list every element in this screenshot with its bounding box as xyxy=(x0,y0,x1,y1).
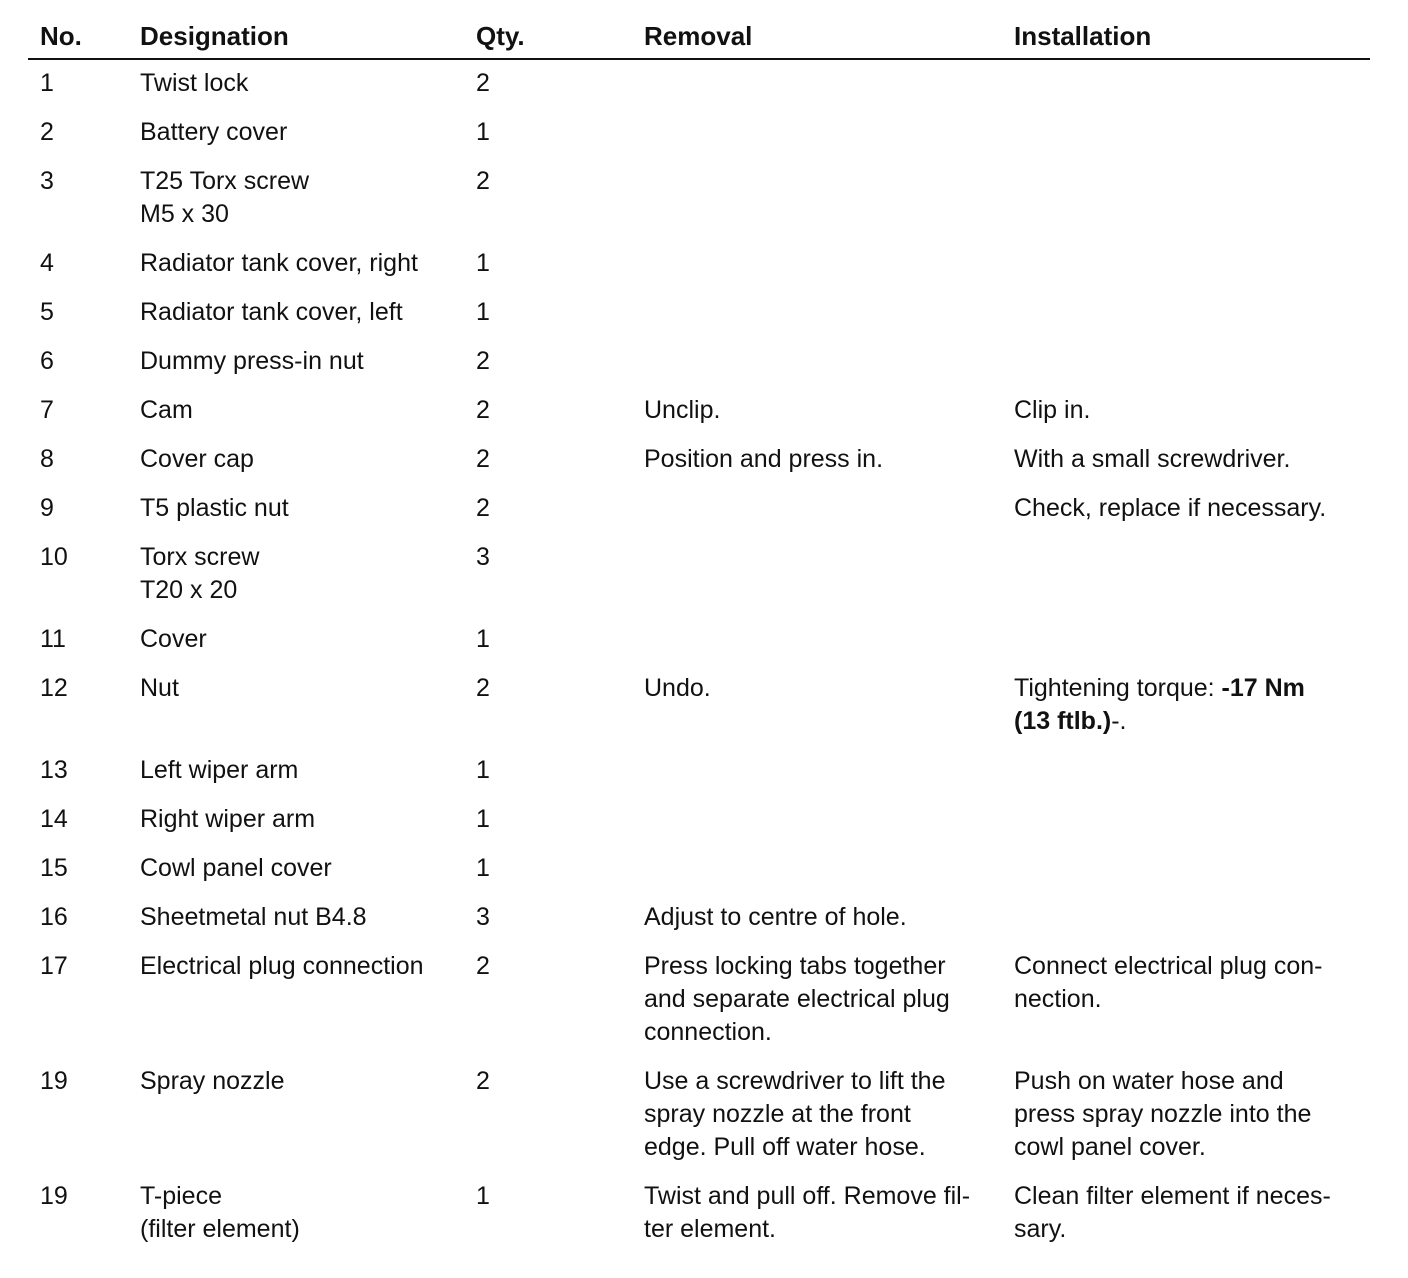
cell-qty: 1 xyxy=(476,805,490,833)
cell-qty: 1 xyxy=(476,249,490,277)
cell-designation: Cam xyxy=(140,396,193,424)
cell-no: 1 xyxy=(40,69,54,97)
table-row xyxy=(28,616,1370,665)
cell-installation: Connect electrical plug con- nection. xyxy=(1014,952,1323,1013)
cell-designation: Battery cover xyxy=(140,118,288,146)
cell-installation: Clean filter element if neces- sary. xyxy=(1014,1182,1331,1243)
header-designation: Designation xyxy=(140,20,289,51)
table-row xyxy=(28,665,1370,747)
cell-no: 12 xyxy=(40,674,68,702)
cell-removal: Twist and pull off. Remove fil- ter element. xyxy=(644,1182,971,1243)
cell-qty: 2 xyxy=(476,167,490,195)
table-row xyxy=(28,943,1370,1058)
cell-installation: Push on water hose and press spray nozzle into the cowl panel cover. xyxy=(1014,1067,1312,1161)
cell-no: 6 xyxy=(40,347,54,375)
table-row xyxy=(28,158,1370,240)
cell-qty: 2 xyxy=(476,396,490,424)
header-removal: Removal xyxy=(644,20,753,51)
table-row xyxy=(28,109,1370,158)
cell-designation: T-piece (filter element) xyxy=(140,1182,300,1243)
table-row xyxy=(28,436,1370,485)
cell-removal: Position and press in. xyxy=(644,445,884,473)
cell-qty: 2 xyxy=(476,494,490,522)
cell-qty: 1 xyxy=(476,298,490,326)
cell-removal: Press locking tabs together and separate electrical plug connection. xyxy=(644,952,950,1046)
table-row xyxy=(28,485,1370,534)
header-installation: Installation xyxy=(1014,20,1152,51)
cell-no: 10 xyxy=(40,543,68,571)
table-row xyxy=(28,240,1370,289)
table-row xyxy=(28,387,1370,436)
torque-value: -17 Nm (13 ftlb.) xyxy=(1014,674,1305,735)
cell-removal: Undo. xyxy=(644,674,711,702)
table-row xyxy=(28,894,1370,943)
cell-designation: Left wiper arm xyxy=(140,756,299,784)
table-row xyxy=(28,289,1370,338)
table-row xyxy=(28,1173,1370,1255)
cell-qty: 1 xyxy=(476,118,490,146)
cell-qty: 2 xyxy=(476,347,490,375)
cell-removal: Use a screwdriver to lift the spray nozzle at the front edge. Pull off water hose. xyxy=(644,1067,946,1161)
cell-qty: 3 xyxy=(476,543,490,571)
table-row xyxy=(28,845,1370,894)
cell-qty: 3 xyxy=(476,903,490,931)
cell-designation: Dummy press-in nut xyxy=(140,347,364,375)
cell-designation: Nut xyxy=(140,674,179,702)
cell-designation: Sheetmetal nut B4.8 xyxy=(140,903,367,931)
cell-designation: Cowl panel cover xyxy=(140,854,332,882)
cell-designation: Radiator tank cover, left xyxy=(140,298,403,326)
table-header xyxy=(28,14,1370,60)
cell-qty: 2 xyxy=(476,952,490,980)
header-no: No. xyxy=(40,20,82,51)
table-row xyxy=(28,60,1370,109)
cell-no: 3 xyxy=(40,167,54,195)
cell-no: 19 xyxy=(40,1182,68,1210)
cell-qty: 2 xyxy=(476,445,490,473)
cell-qty: 1 xyxy=(476,756,490,784)
cell-installation xyxy=(1014,672,1370,738)
table-row xyxy=(28,796,1370,845)
cell-designation: T25 Torx screw M5 x 30 xyxy=(140,167,310,228)
cell-designation: T5 plastic nut xyxy=(140,494,289,522)
cell-qty: 1 xyxy=(476,854,490,882)
cell-installation: Check, replace if necessary. xyxy=(1014,494,1327,522)
cell-no: 5 xyxy=(40,298,54,326)
cell-designation: Radiator tank cover, right xyxy=(140,249,418,277)
cell-installation: With a small screwdriver. xyxy=(1014,445,1291,473)
cell-qty: 2 xyxy=(476,1067,490,1095)
cell-no: 14 xyxy=(40,805,68,833)
cell-no: 13 xyxy=(40,756,68,784)
cell-no: 9 xyxy=(40,494,54,522)
cell-qty: 2 xyxy=(476,69,490,97)
cell-removal: Adjust to centre of hole. xyxy=(644,903,907,931)
table-row xyxy=(28,534,1370,616)
parts-table xyxy=(28,14,1370,1255)
table-row xyxy=(28,338,1370,387)
cell-no: 16 xyxy=(40,903,68,931)
cell-designation: Cover xyxy=(140,625,207,653)
cell-no: 15 xyxy=(40,854,68,882)
cell-no: 8 xyxy=(40,445,54,473)
table-body xyxy=(28,60,1370,1255)
cell-no: 11 xyxy=(40,625,66,653)
installation-suffix: -. xyxy=(1111,707,1127,735)
cell-designation: Cover cap xyxy=(140,445,254,473)
table-row xyxy=(28,747,1370,796)
cell-designation: Torx screw T20 x 20 xyxy=(140,543,260,604)
cell-installation: Clip in. xyxy=(1014,396,1091,424)
cell-qty: 1 xyxy=(476,625,490,653)
cell-designation: Twist lock xyxy=(140,69,249,97)
cell-designation: Spray nozzle xyxy=(140,1067,285,1095)
cell-no: 19 xyxy=(40,1067,68,1095)
cell-no: 2 xyxy=(40,118,54,146)
table-row xyxy=(28,1058,1370,1173)
installation-text: Tightening torque: xyxy=(1014,674,1222,702)
cell-no: 4 xyxy=(40,249,54,277)
cell-removal: Unclip. xyxy=(644,396,721,424)
cell-designation: Right wiper arm xyxy=(140,805,316,833)
cell-designation: Electrical plug connection xyxy=(140,952,424,980)
cell-no: 7 xyxy=(40,396,54,424)
header-qty: Qty. xyxy=(476,20,525,51)
cell-no: 17 xyxy=(40,952,68,980)
cell-qty: 1 xyxy=(476,1182,490,1210)
cell-qty: 2 xyxy=(476,674,490,702)
